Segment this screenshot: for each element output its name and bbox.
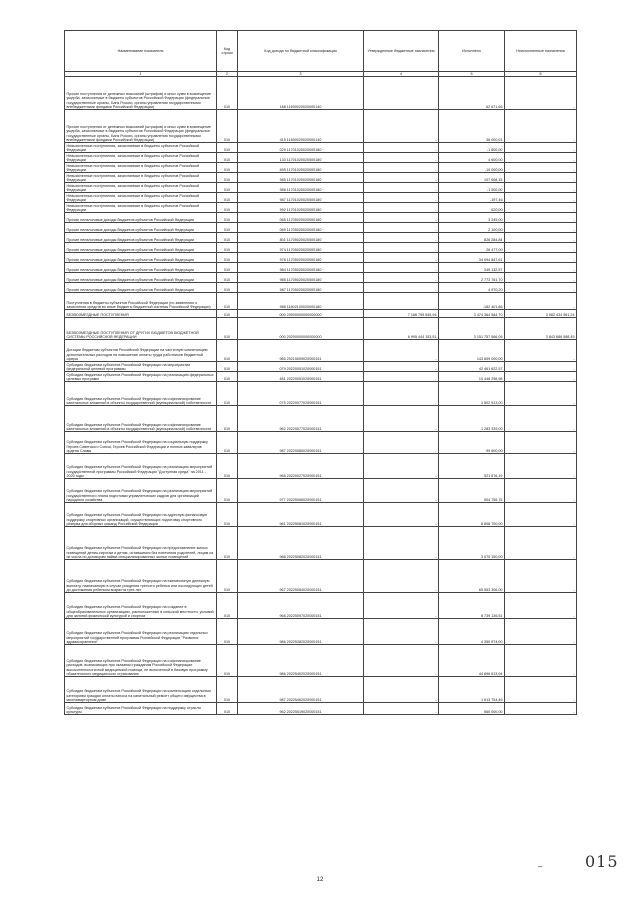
row-approved: - bbox=[364, 340, 439, 362]
row-executed: 62 671,66 bbox=[439, 77, 505, 110]
row-executed: 3 474 364 584,70 bbox=[439, 310, 505, 318]
column-header: Код строки bbox=[217, 31, 238, 72]
row-executed: 3 245,00 bbox=[439, 213, 505, 223]
row-executed: 521 676,19 bbox=[439, 454, 505, 479]
row-approved: - bbox=[364, 560, 439, 593]
row-classification-code: 984 11705020020000180 bbox=[238, 263, 364, 273]
row-approved: - bbox=[364, 527, 439, 560]
table-row bbox=[65, 110, 577, 143]
row-unexecuted: - bbox=[505, 173, 577, 183]
row-code: 010 bbox=[217, 110, 238, 143]
column-number: 4 bbox=[364, 72, 439, 77]
row-classification-code: 968 20225097020000151 bbox=[238, 593, 364, 619]
row-name: Поступления в бюджеты субъектов Российской Федерации (по заявлению о зачислении средств во иные бюджеты бюджетной системы Российской Федерации) bbox=[65, 293, 217, 310]
row-approved: 7 186 799 545,94 bbox=[364, 310, 439, 318]
row-name: Прочие поступления от денежных взысканий (штрафов) и иных сумм в возмещение ущерба, зачисляемые в бюджеты субъектов Российской Федерации (федеральные государственные органы, Банк России, органы управления государственными внебюджетными фондами Российской Федерации) bbox=[65, 110, 217, 143]
row-name: Субсидии бюджетам субъектов Российской Федерации на поддержку отрасли культуры bbox=[65, 703, 217, 715]
row-unexecuted: - bbox=[505, 382, 577, 406]
row-classification-code: 987 11701020020000180 bbox=[238, 193, 364, 203]
table-row bbox=[65, 503, 577, 527]
row-name: Прочие поступления от денежных взысканий (штрафов) и иных сумм в возмещение ущерба, зачисляемые в бюджеты субъектов Российской Федерации (федеральные государственные органы, Банк России, органы управления государственными внебюджетными фондами Российской Федерации) bbox=[65, 77, 217, 110]
table-row bbox=[65, 273, 577, 283]
row-name: Прочие неналоговые доходы бюджетов субъектов Российской Федерации bbox=[65, 213, 217, 223]
row-name: Невыясненные поступления, зачисляемые в бюджеты субъектов Российской Федерации bbox=[65, 203, 217, 213]
row-executed: -1 500,00 bbox=[439, 183, 505, 193]
row-name: Субсидии бюджетам субъектов Российской Федерации на софинансирование капитальных вложений в объекты государственной (муниципальной) собственности bbox=[65, 406, 217, 432]
row-name: Прочие неналоговые доходы бюджетов субъектов Российской Федерации bbox=[65, 253, 217, 263]
row-code: 010 bbox=[217, 213, 238, 223]
row-code: 010 bbox=[217, 560, 238, 593]
row-code: 010 bbox=[217, 645, 238, 677]
table-row bbox=[65, 619, 577, 645]
column-header: Код дохода по бюджетной классификации bbox=[238, 31, 364, 72]
row-classification-code: 986 20225382020000151 bbox=[238, 619, 364, 645]
row-name: Субсидии бюджетам субъектов Российской Федерации на реализацию отдельных мероприятий государственной программы Российской Федерации "Развитие здравоохранения" bbox=[65, 619, 217, 645]
row-classification-code: 974 11705020020000180 bbox=[238, 243, 364, 253]
row-code: 010 bbox=[217, 527, 238, 560]
row-code: 010 bbox=[217, 703, 238, 715]
row-name: Субсидии бюджетам субъектов Российской Федерации на ежемесячную денежную выплату, назначаемую в случае рождения третьего ребенка или последующих детей до достижения ребенком возраста трех лет bbox=[65, 560, 217, 593]
row-classification-code: 987 20220080020000151 bbox=[238, 432, 364, 454]
row-unexecuted: - bbox=[505, 703, 577, 715]
row-classification-code: 977 20225066020000151 bbox=[238, 479, 364, 503]
row-unexecuted: - bbox=[505, 233, 577, 243]
row-executed: 1 502 513,00 bbox=[439, 382, 505, 406]
row-executed: 1 613 754,46 bbox=[439, 677, 505, 703]
row-classification-code: 986 20225402020000151 bbox=[238, 645, 364, 677]
table-row bbox=[65, 432, 577, 454]
row-executed: 107 608,15 bbox=[439, 173, 505, 183]
row-name: Невыясненные поступления, зачисляемые в бюджеты субъектов Российской Федерации bbox=[65, 173, 217, 183]
row-name: БЕЗВОЗМЕЗДНЫЕ ПОСТУПЛЕНИЯ bbox=[65, 310, 217, 318]
row-classification-code: 000 20200000000000000 bbox=[238, 318, 364, 340]
row-classification-code: 968 20220027020000151 bbox=[238, 454, 364, 479]
row-approved: - bbox=[364, 645, 439, 677]
row-classification-code: 065 11705020020000180 bbox=[238, 213, 364, 223]
row-unexecuted: 3 843 686 588,45 bbox=[505, 318, 577, 340]
margin-dash: – bbox=[538, 862, 543, 871]
table-row bbox=[65, 163, 577, 173]
row-approved: - bbox=[364, 173, 439, 183]
row-unexecuted: - bbox=[505, 645, 577, 677]
row-classification-code: 978 11705020020000180 bbox=[238, 253, 364, 263]
table-row bbox=[65, 703, 577, 715]
row-name: Невыясненные поступления, зачисляемые в бюджеты субъектов Российской Федерации bbox=[65, 163, 217, 173]
row-unexecuted: - bbox=[505, 527, 577, 560]
row-approved: - bbox=[364, 143, 439, 153]
row-classification-code: 069 11705020020000180 bbox=[238, 223, 364, 233]
row-code: 010 bbox=[217, 253, 238, 263]
row-executed: 3 070 150,00 bbox=[439, 527, 505, 560]
table-row bbox=[65, 318, 577, 340]
row-unexecuted: - bbox=[505, 203, 577, 213]
table-row bbox=[65, 173, 577, 183]
row-name: Субсидии бюджетам субъектов Российской Федерации на создание в общеобразовательных организациях, расположенных в сельской местности, условий для занятий физической культурой и спортом bbox=[65, 593, 217, 619]
table-row bbox=[65, 213, 577, 223]
table-row bbox=[65, 223, 577, 233]
row-code: 010 bbox=[217, 143, 238, 153]
row-approved: - bbox=[364, 193, 439, 203]
row-name: Невыясненные поступления, зачисляемые в бюджеты субъектов Российской Федерации bbox=[65, 183, 217, 193]
row-executed: 560 000,00 bbox=[439, 703, 505, 715]
column-header: Исполнено bbox=[439, 31, 505, 72]
row-unexecuted: - bbox=[505, 362, 577, 372]
table-row bbox=[65, 645, 577, 677]
row-unexecuted: - bbox=[505, 503, 577, 527]
row-classification-code: 695 11701020020000180 bbox=[238, 163, 364, 173]
table-row bbox=[65, 253, 577, 263]
row-classification-code: 985 11701020020000180 bbox=[238, 173, 364, 183]
row-classification-code: 961 20225081020000151 bbox=[238, 503, 364, 527]
row-code: 010 bbox=[217, 310, 238, 318]
row-classification-code: 987 20225462020000151 bbox=[238, 677, 364, 703]
row-name: Субсидии бюджетам субъектов Российской Федерации на мероприятия федеральной целевой программы bbox=[65, 362, 217, 372]
row-name: Прочие неналоговые доходы бюджетов субъектов Российской Федерации bbox=[65, 283, 217, 293]
row-classification-code: 967 20225084020000151 bbox=[238, 560, 364, 593]
table-row bbox=[65, 233, 577, 243]
row-classification-code: 029 11701020020000180 bbox=[238, 143, 364, 153]
row-approved: - bbox=[364, 163, 439, 173]
row-executed: 349 132,57 bbox=[439, 263, 505, 273]
row-unexecuted: - bbox=[505, 372, 577, 382]
row-unexecuted: - bbox=[505, 293, 577, 310]
row-executed: 4 350 974,00 bbox=[439, 619, 505, 645]
row-code: 010 bbox=[217, 183, 238, 193]
row-unexecuted: - bbox=[505, 143, 577, 153]
row-executed: -1 600,00 bbox=[439, 143, 505, 153]
row-code: 010 bbox=[217, 432, 238, 454]
row-name: Субсидии бюджетам субъектов Российской Федерации на предоставление жилых помещений детям-сиротам и детям, оставшимся без попечения родителей, лицам из их числа по договорам найма специализированных жилых помещений bbox=[65, 527, 217, 560]
row-code: 010 bbox=[217, 273, 238, 283]
row-name: Субсидии бюджетам субъектов Российской Федерации на реализацию федеральных целевых программ bbox=[65, 372, 217, 382]
table-row bbox=[65, 203, 577, 213]
row-code: 010 bbox=[217, 153, 238, 163]
column-header: Неисполненные назначения bbox=[505, 31, 577, 72]
row-classification-code: 965 20215009020000151 bbox=[238, 340, 364, 362]
row-code: 010 bbox=[217, 163, 238, 173]
row-unexecuted: 3 082 434 961,24 bbox=[505, 310, 577, 318]
row-classification-code: 986 11701020020000180 bbox=[238, 183, 364, 193]
report-table bbox=[64, 30, 577, 715]
row-code: 010 bbox=[217, 173, 238, 183]
row-unexecuted: - bbox=[505, 253, 577, 263]
row-name: Субсидии бюджетам субъектов Российской Федерации на компенсацию отдельным категориям граждан оплаты взноса на капитальный ремонт общего имущества в многоквартирном доме bbox=[65, 677, 217, 703]
table-row bbox=[65, 677, 577, 703]
row-name: Субсидии бюджетам субъектов Российской Федерации на софинансирование расходов, возникающих при оказании гражданам Российской Федерации высокотехнологичной медицинской помощи, не включенной в базовую программу обязательного медицинского страхования bbox=[65, 645, 217, 677]
row-approved: - bbox=[364, 619, 439, 645]
table-row bbox=[65, 193, 577, 203]
table-row bbox=[65, 527, 577, 560]
row-executed: 44 896 613,04 bbox=[439, 645, 505, 677]
row-approved: - bbox=[364, 406, 439, 432]
row-approved: - bbox=[364, 593, 439, 619]
row-unexecuted: - bbox=[505, 406, 577, 432]
row-name: Прочие неналоговые доходы бюджетов субъектов Российской Федерации bbox=[65, 223, 217, 233]
column-number: 3 bbox=[238, 72, 364, 77]
row-approved: - bbox=[364, 77, 439, 110]
row-executed: 99 600,00 bbox=[439, 432, 505, 454]
row-code: 010 bbox=[217, 406, 238, 432]
row-approved: - bbox=[364, 203, 439, 213]
column-number: 2 bbox=[217, 72, 238, 77]
row-code: 010 bbox=[217, 593, 238, 619]
row-unexecuted: - bbox=[505, 273, 577, 283]
row-approved: - bbox=[364, 263, 439, 273]
row-unexecuted: - bbox=[505, 213, 577, 223]
row-unexecuted: - bbox=[505, 283, 577, 293]
row-name: Субсидии бюджетам субъектов Российской Федерации на социальную поддержку Героев Советского Союза, Героев Российской Федерации и полных кавалеров ордена Славы bbox=[65, 432, 217, 454]
row-classification-code: 962 20220077020000151 bbox=[238, 406, 364, 432]
row-unexecuted: - bbox=[505, 454, 577, 479]
column-number: 6 bbox=[505, 72, 577, 77]
row-unexecuted: - bbox=[505, 593, 577, 619]
row-code: 010 bbox=[217, 340, 238, 362]
table-row bbox=[65, 340, 577, 362]
row-approved: - bbox=[364, 372, 439, 382]
row-approved: - bbox=[364, 432, 439, 454]
row-unexecuted: - bbox=[505, 619, 577, 645]
row-name: Невыясненные поступления, зачисляемые в бюджеты субъектов Российской Федерации bbox=[65, 143, 217, 153]
row-code: 010 bbox=[217, 223, 238, 233]
row-approved: - bbox=[364, 213, 439, 223]
row-classification-code: 481 20220051020000151 bbox=[238, 372, 364, 382]
row-classification-code: 075 20220077020000151 bbox=[238, 382, 364, 406]
row-unexecuted: - bbox=[505, 432, 577, 454]
row-code: 010 bbox=[217, 263, 238, 273]
row-approved: 6 995 444 153,51 bbox=[364, 318, 439, 340]
sheet-number-stamp: 015 bbox=[585, 852, 619, 871]
row-code: 010 bbox=[217, 318, 238, 340]
row-name: Прочие неналоговые доходы бюджетов субъектов Российской Федерации bbox=[65, 243, 217, 253]
row-code: 010 bbox=[217, 293, 238, 310]
column-header: Наименование показателя bbox=[65, 31, 217, 72]
row-unexecuted: - bbox=[505, 193, 577, 203]
row-executed: 4 600,00 bbox=[439, 153, 505, 163]
row-approved: - bbox=[364, 479, 439, 503]
row-approved: - bbox=[364, 223, 439, 233]
row-executed: 10 448 298,98 bbox=[439, 372, 505, 382]
page-number: 12 bbox=[316, 877, 324, 883]
row-approved: - bbox=[364, 273, 439, 283]
table-row bbox=[65, 77, 577, 110]
row-code: 010 bbox=[217, 233, 238, 243]
row-unexecuted: - bbox=[505, 479, 577, 503]
row-unexecuted: - bbox=[505, 263, 577, 273]
row-name: Невыясненные поступления, зачисляемые в бюджеты субъектов Российской Федерации bbox=[65, 153, 217, 163]
row-executed: 36 000,01 bbox=[439, 110, 505, 143]
row-executed: 8 808 700,00 bbox=[439, 503, 505, 527]
table-row bbox=[65, 263, 577, 273]
row-classification-code: 988 11802100020000180 bbox=[238, 293, 364, 310]
row-approved: - bbox=[364, 153, 439, 163]
table-row bbox=[65, 406, 577, 432]
table-row bbox=[65, 243, 577, 253]
row-approved: - bbox=[364, 253, 439, 263]
row-executed: 65 553 306,00 bbox=[439, 560, 505, 593]
row-unexecuted: - bbox=[505, 560, 577, 593]
table-row bbox=[65, 283, 577, 293]
row-name: БЕЗВОЗМЕЗДНЫЕ ПОСТУПЛЕНИЯ ОТ ДРУГИХ БЮДЖЕТОВ БЮДЖЕТНОЙ СИСТЕМЫ РОССИЙСКОЙ ФЕДЕРАЦИИ bbox=[65, 318, 217, 340]
table-row bbox=[65, 293, 577, 310]
row-classification-code: 415 11690020020000140 bbox=[238, 110, 364, 143]
row-code: 010 bbox=[217, 283, 238, 293]
table-row bbox=[65, 454, 577, 479]
row-approved: - bbox=[364, 454, 439, 479]
row-name: Прочие неналоговые доходы бюджетов субъектов Российской Федерации bbox=[65, 233, 217, 243]
table-row bbox=[65, 372, 577, 382]
row-code: 010 bbox=[217, 372, 238, 382]
row-unexecuted: - bbox=[505, 110, 577, 143]
row-code: 010 bbox=[217, 619, 238, 645]
row-code: 010 bbox=[217, 77, 238, 110]
column-header: Утвержденные бюджетные назначения bbox=[364, 31, 439, 72]
column-number: 5 bbox=[439, 72, 505, 77]
row-name: Субсидии бюджетам субъектов Российской Федерации на софинансирование капитальных вложений в объекты государственной (муниципальной) собственности bbox=[65, 382, 217, 406]
row-code: 010 bbox=[217, 503, 238, 527]
row-code: 010 bbox=[217, 193, 238, 203]
row-code: 010 bbox=[217, 243, 238, 253]
row-name: Субсидии бюджетам субъектов Российской Федерации на адресную финансовую поддержку спортивных организаций, осуществляющих подготовку спортивного резерва для сборных команд Российской Федерации bbox=[65, 503, 217, 527]
table-row bbox=[65, 593, 577, 619]
report-body bbox=[65, 72, 577, 715]
row-code: 010 bbox=[217, 203, 238, 213]
row-classification-code: 985 11705020020000180 bbox=[238, 273, 364, 283]
row-code: 010 bbox=[217, 454, 238, 479]
row-classification-code: 992 11701020020000180 bbox=[238, 203, 364, 213]
row-approved: - bbox=[364, 283, 439, 293]
table-row bbox=[65, 183, 577, 193]
row-classification-code: 079 20220051020000151 bbox=[238, 362, 364, 372]
header-row bbox=[65, 31, 577, 72]
row-unexecuted: - bbox=[505, 223, 577, 233]
row-approved: - bbox=[364, 503, 439, 527]
row-executed: 504 755,75 bbox=[439, 479, 505, 503]
table-row bbox=[65, 310, 577, 318]
row-executed: -182 401,86 bbox=[439, 293, 505, 310]
row-name: Субсидии бюджетам субъектов Российской Федерации на реализацию мероприятий государственного плана подготовки управленческих кадров для организаций народного хозяйства bbox=[65, 479, 217, 503]
row-executed: 42 461 622,57 bbox=[439, 362, 505, 372]
row-classification-code: 133 11701020020000180 bbox=[238, 153, 364, 163]
row-approved: - bbox=[364, 362, 439, 372]
row-approved: - bbox=[364, 703, 439, 715]
row-approved: - bbox=[364, 243, 439, 253]
row-executed: -197,46 bbox=[439, 193, 505, 203]
row-unexecuted: - bbox=[505, 77, 577, 110]
row-executed: -10 000,00 bbox=[439, 163, 505, 173]
row-classification-code: 000 20000000000000000 bbox=[238, 310, 364, 318]
row-unexecuted: - bbox=[505, 243, 577, 253]
row-approved: - bbox=[364, 233, 439, 243]
row-unexecuted: - bbox=[505, 153, 577, 163]
row-name: Субсидии бюджетам субъектов Российской Федерации на реализацию мероприятий государственной программы Российской Федерации "Доступная среда" на 2011 - 2020 годы bbox=[65, 454, 217, 479]
row-classification-code: 962 20225519020000151 bbox=[238, 703, 364, 715]
row-classification-code: 801 11705020020000180 bbox=[238, 233, 364, 243]
table-row bbox=[65, 382, 577, 406]
row-name: Прочие неналоговые доходы бюджетов субъектов Российской Федерации bbox=[65, 263, 217, 273]
row-code: 010 bbox=[217, 362, 238, 372]
row-executed: 2 100,00 bbox=[439, 223, 505, 233]
row-unexecuted: - bbox=[505, 340, 577, 362]
row-approved: - bbox=[364, 293, 439, 310]
row-name: Прочие неналоговые доходы бюджетов субъектов Российской Федерации bbox=[65, 273, 217, 283]
row-unexecuted: - bbox=[505, 163, 577, 173]
row-executed: 3 151 757 566,06 bbox=[439, 318, 505, 340]
table-row bbox=[65, 560, 577, 593]
table-row bbox=[65, 143, 577, 153]
row-name: Невыясненные поступления, зачисляемые в бюджеты субъектов Российской Федерации bbox=[65, 193, 217, 203]
row-name: Дотации бюджетам субъектов Российской Федерации на частичную компенсацию дополнительных расходов на повышение оплаты труда работников бюджетной сферы bbox=[65, 340, 217, 362]
row-code: 010 bbox=[217, 479, 238, 503]
row-executed: 143 609 000,00 bbox=[439, 340, 505, 362]
row-executed: 620,00 bbox=[439, 203, 505, 213]
row-code: 010 bbox=[217, 382, 238, 406]
row-executed: 826 284,84 bbox=[439, 233, 505, 243]
row-unexecuted: - bbox=[505, 677, 577, 703]
row-executed: 2 773 761,70 bbox=[439, 273, 505, 283]
row-executed: 26 477,00 bbox=[439, 243, 505, 253]
row-executed: 4 970,20 bbox=[439, 283, 505, 293]
table-row bbox=[65, 153, 577, 163]
row-approved: - bbox=[364, 382, 439, 406]
row-classification-code: 968 20225082020000151 bbox=[238, 527, 364, 560]
row-classification-code: 987 11705020020000180 bbox=[238, 283, 364, 293]
row-classification-code: 188 11690020020000140 bbox=[238, 77, 364, 110]
row-approved: - bbox=[364, 677, 439, 703]
row-executed: 34 094 847,61 bbox=[439, 253, 505, 263]
row-unexecuted: - bbox=[505, 183, 577, 193]
row-executed: 1 283 339,00 bbox=[439, 406, 505, 432]
column-number: 1 bbox=[65, 72, 217, 77]
table-row bbox=[65, 362, 577, 372]
row-approved: - bbox=[364, 183, 439, 193]
table-row bbox=[65, 479, 577, 503]
row-approved: - bbox=[364, 110, 439, 143]
row-executed: 8 739 136,51 bbox=[439, 593, 505, 619]
row-code: 010 bbox=[217, 677, 238, 703]
